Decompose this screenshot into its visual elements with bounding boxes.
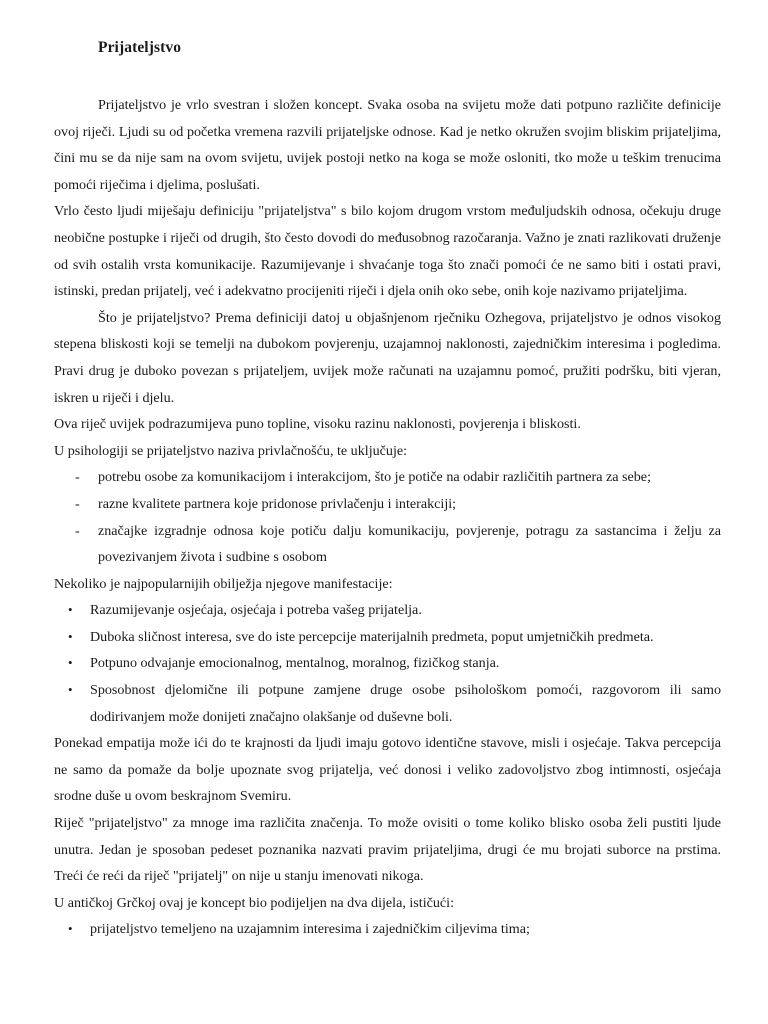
paragraph-meanings: Riječ "prijateljstvo" za mnoge ima različita značenja. To može ovisiti o tome koliko blisko osoba želi pustiti ljude unutra. Jedan je sposoban pedeset poznanika nazvati pravim prijateljima, drugi će mu brojati suborce na prstima. Treći će reći da riječ "prijatelj" on nije u stanju imenovati nikoga.: [54, 815, 721, 885]
list-item: - razne kvalitete partnera koje pridonose privlačenju i interakciji;: [54, 491, 721, 518]
paragraph-intro: Prijateljstvo je vrlo svestran i složen koncept. Svaka osoba na svijetu može dati potpuno različite definicije ovoj riječi. Ljudi su od početka vremena razvili prijateljske odnose. Kad je netko okružen svojim bliskim prijateljima, čini mu se da nije sam na ovom svijetu, uvijek postoji netko na koga se može osloniti, tko može u teškim trenucima pomoći riječima i djelima, poslušati.: [54, 97, 721, 193]
paragraph-ancient-greece: U antičkoj Grčkoj ovaj je koncept bio podijeljen na dva dijela, ističući:: [54, 894, 454, 911]
list-item: • prijateljstvo temeljeno na uzajamnim interesima i zajedničkim ciljevima tima;: [54, 916, 721, 943]
bullet-list: [54, 597, 721, 730]
paragraph-empathy: Ponekad empatija može ići do te krajnosti da ljudi imaju gotovo identične stavove, misli i osjećaje. Takva percepcija ne samo da pomaže da bolje upoznate svog prijatelja, već donosi i veliko zadovoljstvo zbog intimnosti, osjećaja srodne duše u ovom beskrajnom Svemiru.: [54, 735, 721, 805]
document-body: [54, 92, 721, 943]
paragraph-warmth: Ova riječ uvijek podrazumijeva puno topline, visoku razinu naklonosti, povjerenja i bliskosti.: [54, 416, 581, 433]
list-item: • Razumijevanje osjećaja, osjećaja i potreba vašeg prijatelja.: [54, 597, 721, 624]
list-item: • Potpuno odvajanje emocionalnog, mentalnog, moralnog, fizičkog stanja.: [54, 650, 721, 677]
paragraph-what-is-friendship: Što je prijateljstvo? Prema definiciji datoj u objašnjenom rječniku Ozhegova, prijateljstvo je odnos visokog stepena bliskosti koji se temelji na dubokom povjerenju, uzajamnoj naklonosti, zajedničkim interesima i pogledima. Pravi drug je duboko povezan s prijateljem, uvijek može računati na uzajamnu pomoć, pružiti podršku, biti vjeran, iskren u riječi i djelu.: [54, 309, 721, 406]
list-item: - potrebu osobe za komunikacijom i interakcijom, što je potiče na odabir različitih partnera za sebe;: [54, 464, 721, 491]
paragraph-definition-confusion: Vrlo često ljudi miješaju definiciju "prijateljstva" s bilo kojom drugom vrstom međuljudskih odnosa, očekuju druge neobične postupke i riječi od drugih, što često dovodi do međusobnog razočaranja. Važno je znati razlikovati druženje od svih ostalih vrsta komunikacije. Razumijevanje i shvaćanje toga što znači pomoći će ne samo biti i ostati pravi, istinski, predan prijatelj, već i adekvatno procijeniti riječi i djela onih oko sebe, onih koje nazivamo prijateljima.: [54, 203, 721, 300]
paragraph-psychology: U psihologiji se prijateljstvo naziva privlačnošću, te uključuje:: [54, 442, 408, 459]
bullet-list-greece: [54, 916, 721, 943]
paragraph-features: Nekoliko je najpopularnijih obilježja njegove manifestacije:: [54, 575, 393, 592]
list-item: • Sposobnost djelomične ili potpune zamjene druge osobe psihološkom pomoći, razgovorom ili samo dodirivanjem može donijeti značajno olakšanje od duševne boli.: [54, 677, 721, 730]
list-item: • Duboka sličnost interesa, sve do iste percepcije materijalnih predmeta, poput umjetničkih predmeta.: [54, 624, 721, 651]
list-item: - značajke izgradnje odnosa koje potiču dalju komunikaciju, povjerenje, potragu za sastancima i želju za povezivanjem života i sudbine s osobom: [54, 518, 721, 571]
document-title: Prijateljstvo: [98, 39, 182, 56]
dash-list: [54, 464, 721, 570]
